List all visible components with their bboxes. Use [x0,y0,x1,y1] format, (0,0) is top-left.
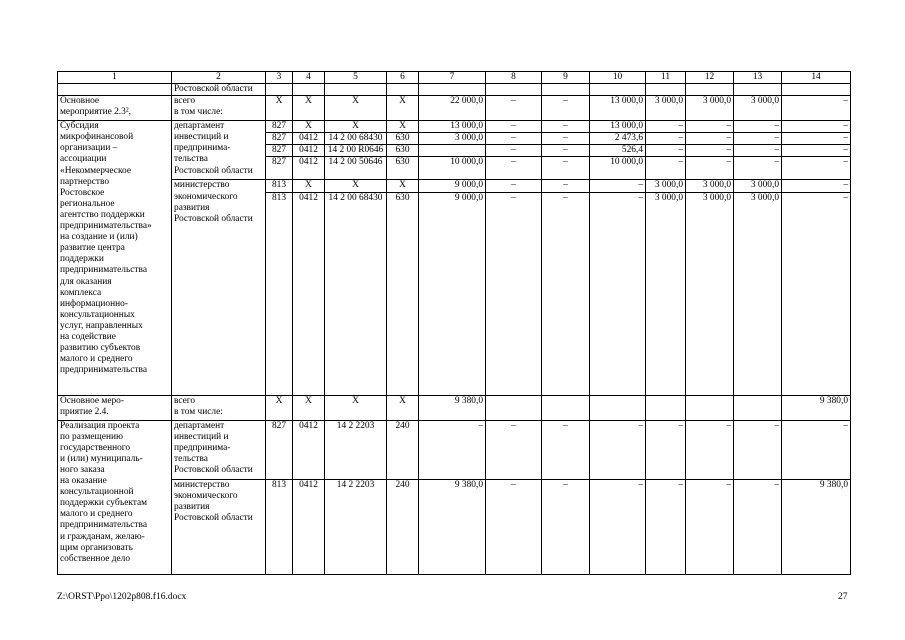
text-line: на создание и (или) [60,232,138,243]
value-cell: – [542,192,590,395]
text-line: партнерство [60,176,110,187]
text-line: всего [174,395,196,406]
value-cell: – [646,420,686,479]
value-cell: 827 [266,133,293,145]
column-number: 13 [734,72,782,84]
text-line: предпринимательства» [60,221,152,232]
text-line: щим организовать [60,542,133,553]
value-cell: 22 000,0 [419,96,486,121]
value-cell [419,145,486,157]
value-cell: 827 [266,157,293,180]
value-cell: Х [293,96,325,121]
text-line: микрофинансовой [60,132,134,143]
value-cell: – [542,157,590,180]
value-cell: 10 000,0 [419,157,486,180]
owner-cell [172,180,266,395]
value-cell: 14 2 00 50646 [325,157,387,180]
value-cell: – [782,96,851,121]
value-cell: – [542,420,590,479]
text-line: на оказание [60,476,107,487]
footer-page-number: 27 [838,592,848,602]
column-number: 12 [686,72,734,84]
text-line: консультационной [60,487,134,498]
owner-cell [172,96,266,121]
value-cell: – [486,157,542,180]
text-line: по размещению [60,431,123,442]
value-cell: – [734,121,782,133]
value-cell: – [734,157,782,180]
value-cell: 9 380,0 [782,395,851,420]
text-line: малого и среднего [60,354,133,365]
value-cell: – [782,180,851,192]
value-cell: – [686,133,734,145]
column-number: 14 [782,72,851,84]
value-cell: 813 [266,479,293,574]
value-cell: 526,4 [590,145,646,157]
value-cell: 813 [266,180,293,192]
value-cell: 3 000,0 [686,96,734,121]
value-cell: 0412 [293,145,325,157]
value-cell: – [590,479,646,574]
value-cell: 827 [266,145,293,157]
column-number: 6 [387,72,419,84]
text-line: Ростовской области [174,213,253,224]
text-line: консультационных [60,309,135,320]
value-cell: – [486,121,542,133]
text-line: и гражданам, желаю- [60,531,145,542]
owner-cell: Ростовской области [172,84,266,96]
text-line: Ростовское [60,187,105,198]
text-line: предпринимательства [60,520,147,531]
value-cell: 0412 [293,479,325,574]
value-cell: Х [325,395,387,420]
table-row [58,420,851,479]
value-cell: – [590,420,646,479]
text-line: департамент [174,121,225,132]
column-number: 9 [542,72,590,84]
owner-cell [172,420,266,479]
text-line: собственное дело [60,553,131,564]
value-cell: – [782,192,851,395]
value-cell: – [782,157,851,180]
owner-cell [172,479,266,574]
text-line: малого и среднего [60,509,133,520]
value-cell [542,395,590,420]
value-cell: – [646,479,686,574]
value-cell: – [542,133,590,145]
event-title [58,395,172,420]
text-line: департамент [174,420,225,431]
text-line: тельства [174,453,208,464]
value-cell: Х [325,96,387,121]
value-cell: – [486,192,542,395]
text-line: инвестиций и [174,431,229,442]
text-line: агентство поддержки [60,209,145,220]
value-cell [646,395,686,420]
owner-cell [172,395,266,420]
text-line: тельства [174,154,208,165]
column-number: 7 [419,72,486,84]
value-cell: – [486,96,542,121]
value-cell: – [782,133,851,145]
value-cell: 827 [266,121,293,133]
text-line: предпринима- [174,143,231,154]
value-cell: – [486,479,542,574]
text-line: приятие 2.4. [60,406,109,417]
value-cell: 630 [387,192,419,395]
value-cell: – [542,145,590,157]
text-line: мероприятие 2.3², [60,107,131,118]
value-cell: – [486,145,542,157]
text-line: «Некоммерческое [60,165,131,176]
value-cell: 2 473,6 [590,133,646,145]
value-cell: Х [293,180,325,192]
value-cell: 630 [387,157,419,180]
value-cell: 3 000,0 [686,192,734,395]
value-cell: 14 2 00 68430 [325,133,387,145]
value-cell: – [486,420,542,479]
text-line: в том числе: [174,406,223,417]
text-line: развитию субъектов [60,343,141,354]
value-cell: 0412 [293,157,325,180]
value-cell: Х [387,395,419,420]
text-line: государственного [60,442,131,453]
text-line: Ростовской области [174,512,253,523]
column-number: 1 [58,72,172,84]
value-cell [734,395,782,420]
value-cell: – [590,192,646,395]
text-line: организации – [60,143,118,154]
value-cell: – [686,121,734,133]
value-cell: – [542,121,590,133]
value-cell: – [486,180,542,192]
table-row [58,479,851,574]
value-cell: – [542,96,590,121]
value-cell: – [686,145,734,157]
value-cell: 630 [387,133,419,145]
value-cell: – [419,420,486,479]
value-cell: – [734,133,782,145]
value-cell: – [782,121,851,133]
value-cell: – [486,133,542,145]
value-cell: 14 2 2203 [325,479,387,574]
value-cell: 3 000,0 [734,192,782,395]
value-cell: 240 [387,420,419,479]
text-line: экономического [174,191,238,202]
text-line: и (или) муниципаль- [60,453,143,464]
value-cell: Х [387,180,419,192]
text-line: экономического [174,490,238,501]
value-cell: – [542,479,590,574]
value-cell: 14 2 00 68430 [325,192,387,395]
text-line: Основное [60,96,100,107]
column-number: 5 [325,72,387,84]
value-cell: Х [325,180,387,192]
value-cell [686,395,734,420]
value-cell: 14 2 2203 [325,420,387,479]
value-cell: – [734,420,782,479]
value-cell [590,395,646,420]
text-line: поддержки [60,254,104,265]
header-row [58,72,851,84]
value-cell: – [782,145,851,157]
value-cell: 9 000,0 [419,180,486,192]
event-title [58,96,172,121]
table-row [58,84,851,96]
text-line: ного заказа [60,464,105,475]
text-line: на содействие [60,331,116,342]
value-cell: 13 000,0 [419,121,486,133]
value-cell: 630 [387,145,419,157]
text-line: для оказания [60,276,112,287]
text-line: комплекса [60,287,102,298]
text-line: предпринимательства [60,365,147,376]
text-line: всего [174,96,196,107]
table-row [58,395,851,420]
value-cell: – [542,180,590,192]
value-cell: Х [387,121,419,133]
column-number: 11 [646,72,686,84]
value-cell: – [590,180,646,192]
text-line: в том числе: [174,107,223,118]
value-cell: Х [293,121,325,133]
owner-cell [172,121,266,180]
text-line: поддержки субъектам [60,498,148,509]
budget-table [57,71,851,575]
text-line: региональное [60,198,115,209]
text-line: развития [174,202,210,213]
text-line: предпринимательства [60,265,147,276]
text-line: ассоциации [60,154,107,165]
value-cell: Х [266,395,293,420]
value-cell: – [646,145,686,157]
value-cell: 813 [266,192,293,395]
value-cell: 3 000,0 [734,96,782,121]
column-number: 10 [590,72,646,84]
event-description [58,420,172,574]
value-cell: 13 000,0 [590,96,646,121]
text-line: предпринима- [174,442,231,453]
value-cell: 9 380,0 [782,479,851,574]
column-number: 8 [486,72,542,84]
value-cell: – [646,157,686,180]
value-cell: – [686,420,734,479]
value-cell: 0412 [293,133,325,145]
value-cell: 13 000,0 [590,121,646,133]
value-cell: Х [387,96,419,121]
value-cell: 0412 [293,192,325,395]
value-cell: Х [325,121,387,133]
value-cell [486,395,542,420]
value-cell: Х [266,96,293,121]
table-row [58,180,851,192]
value-cell: 9 380,0 [419,479,486,574]
value-cell: 9 380,0 [419,395,486,420]
event-description [58,121,172,395]
value-cell: 3 000,0 [419,133,486,145]
text-line: Субсидия [60,121,99,132]
footer-file-path: Z:\ORST\Ppo\1202p808.f16.docx [57,592,187,602]
column-number: 2 [172,72,266,84]
value-cell: – [646,133,686,145]
value-cell: – [782,420,851,479]
text-line: Основное меро- [60,395,124,406]
value-cell: 240 [387,479,419,574]
text-line: Ростовской области [174,165,253,176]
value-cell: 9 000,0 [419,192,486,395]
value-cell: 3 000,0 [686,180,734,192]
text-line: развития [174,501,210,512]
value-cell: – [734,479,782,574]
value-cell: 3 000,0 [734,180,782,192]
table-row [58,96,851,121]
text-line: министерство [174,180,230,191]
value-cell: – [686,157,734,180]
text-line: информационно- [60,298,128,309]
text-line: Реализация проекта [60,420,140,431]
value-cell: 0412 [293,420,325,479]
value-cell: 3 000,0 [646,96,686,121]
value-cell: 3 000,0 [646,192,686,395]
text-line: услуг, направленных [60,320,143,331]
text-line: министерство [174,479,230,490]
table-row [58,121,851,133]
column-number: 4 [293,72,325,84]
value-cell: – [686,479,734,574]
value-cell: Х [293,395,325,420]
text-line: инвестиций и [174,132,229,143]
column-number: 3 [266,72,293,84]
value-cell: 3 000,0 [646,180,686,192]
value-cell: – [646,121,686,133]
text-line: Ростовской области [174,464,253,475]
value-cell: – [734,145,782,157]
value-cell: 14 2 00 R0646 [325,145,387,157]
value-cell: 827 [266,420,293,479]
text-line: развитие центра [60,243,125,254]
value-cell: 10 000,0 [590,157,646,180]
